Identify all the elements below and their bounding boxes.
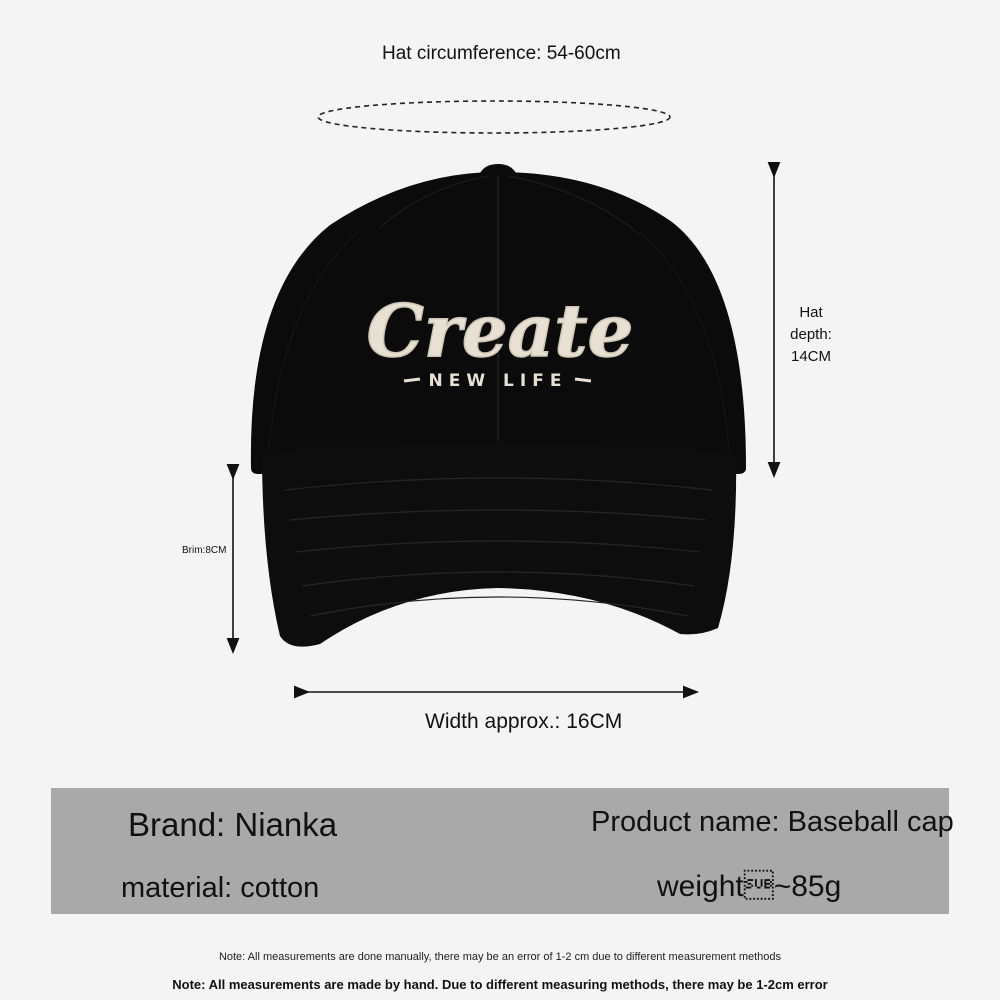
depth-label — [786, 302, 836, 368]
cap-brim — [262, 441, 736, 647]
depth-label-line: depth: — [790, 326, 832, 343]
measurement-note-bold: Note: All measurements are made by hand. Due to different measuring methods, there may be 1-2cm error — [172, 977, 828, 992]
cap-logo-sub: NEW LIFE — [428, 371, 568, 391]
material-label: material: cotton — [121, 872, 320, 904]
circumference-label: Hat circumference: 54-60cm — [382, 43, 621, 64]
depth-label-line: Hat — [799, 304, 823, 321]
cap-logo-main: Create — [366, 288, 634, 373]
depth-label-line: 14CM — [790, 348, 831, 365]
product-info-band — [51, 788, 954, 914]
weight-label: weight~85g — [657, 870, 842, 903]
width-label: Width approx.: 16CM — [425, 710, 623, 733]
product-name-label: Product name: Baseball cap — [591, 806, 954, 838]
measurement-note: Note: All measurements are done manually, there may be an error of 1-2 cm due to different measurement methods — [218, 951, 782, 963]
brim-label: Brim:8CM — [182, 545, 227, 556]
brand-label: Brand: Nianka — [128, 806, 338, 843]
baseball-cap-image — [251, 164, 746, 647]
circumference-ellipse — [318, 101, 670, 133]
